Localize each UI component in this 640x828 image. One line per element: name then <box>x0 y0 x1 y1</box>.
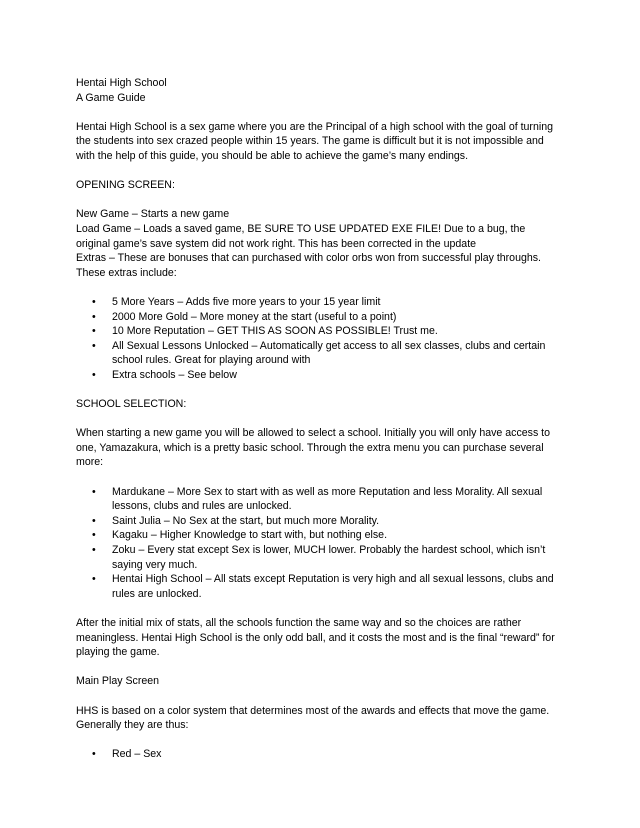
list-item <box>76 368 560 383</box>
colors-list <box>76 747 560 762</box>
bullet-icon: • <box>92 485 96 498</box>
list-item <box>76 528 560 543</box>
schools-summary-paragraph: After the initial mix of stats, all the schools function the same way and so the choices are rather meaningless. Hentai High School is the only odd ball, and it costs the most and is the final “reward” for playing the game. <box>76 616 555 659</box>
opening-screen-options <box>76 207 560 280</box>
list-item <box>76 514 560 529</box>
color-system-paragraph: HHS is based on a color system that determines most of the awards and effects that move the game. Generally they are thus: <box>76 704 550 732</box>
new-game-line: New Game – Starts a new game <box>76 208 230 221</box>
list-item <box>76 295 560 310</box>
list-item-text: All Sexual Lessons Unlocked – Automatically get access to all sex classes, clubs and certain school rules. Great for playing around with <box>112 339 546 367</box>
document-title: Hentai High School <box>76 77 167 89</box>
list-item <box>76 310 560 325</box>
list-item-text: Extra schools – See below <box>112 368 237 381</box>
load-game-line: Load Game – Loads a saved game, BE SURE TO USE UPDATED EXE FILE! Due to a bug, the original game’s save system did not work right. This has been corrected in the update <box>76 222 526 250</box>
list-item <box>76 339 560 368</box>
bullet-icon: • <box>92 368 96 381</box>
bullet-icon: • <box>92 514 96 527</box>
list-item-text: 2000 More Gold – More money at the start (useful to a point) <box>112 310 397 323</box>
school-selection-heading: SCHOOL SELECTION: <box>76 398 187 411</box>
extras-line: Extras – These are bonuses that can purchased with color orbs won from successful play throughs. These extras include: <box>76 252 541 279</box>
intro-paragraph: Hentai High School is a sex game where you are the Principal of a high school with the goal of turning the students into sex crazed people within 15 years. The game is difficult but it is not impossible and with the help of this guide, you should be able to achieve the game’s many endings. <box>76 120 553 162</box>
list-item <box>76 324 560 339</box>
list-item <box>76 485 560 514</box>
bullet-icon: • <box>92 339 96 352</box>
list-item <box>76 747 560 762</box>
list-item <box>76 543 560 572</box>
list-item-text: Zoku – Every stat except Sex is lower, MUCH lower. Probably the hardest school, which isn’t saying very much. <box>112 544 546 571</box>
bullet-icon: • <box>92 544 96 556</box>
list-item-text: 10 More Reputation – GET THIS AS SOON AS POSSIBLE! Trust me. <box>112 325 438 338</box>
school-selection-paragraph: When starting a new game you will be allowed to select a school. Initially you will only have access to one, Yamazakura, which is a pretty basic school. Through the extra menu you can purchase several more: <box>76 427 551 469</box>
bullet-icon: • <box>92 295 96 308</box>
list-item-text: Hentai High School – All stats except Reputation is very high and all sexual lessons, clubs and rules are unlocked. <box>112 573 554 600</box>
list-item-text: Saint Julia – No Sex at the start, but much more Morality. <box>112 514 380 527</box>
document-subtitle: A Game Guide <box>76 91 146 104</box>
list-item-text: 5 More Years – Adds five more years to your 15 year limit <box>112 295 381 308</box>
bullet-icon: • <box>92 310 96 323</box>
bullet-icon: • <box>92 573 96 586</box>
list-item <box>76 572 560 601</box>
bullet-icon: • <box>92 529 96 542</box>
bullet-icon: • <box>92 325 96 338</box>
opening-screen-heading: OPENING SCREEN: <box>76 179 175 192</box>
document-body <box>76 76 560 762</box>
extras-list <box>76 295 560 383</box>
bullet-icon: • <box>92 748 96 761</box>
list-item-text: Kagaku – Higher Knowledge to start with, but nothing else. <box>112 529 388 542</box>
main-play-screen-heading: Main Play Screen <box>76 675 160 688</box>
list-item-text: Red – Sex <box>112 748 162 761</box>
schools-list <box>76 485 560 602</box>
list-item-text: Mardukane – More Sex to start with as well as more Reputation and less Morality. All sexual lessons, clubs and rules are unlocked. <box>112 485 543 513</box>
